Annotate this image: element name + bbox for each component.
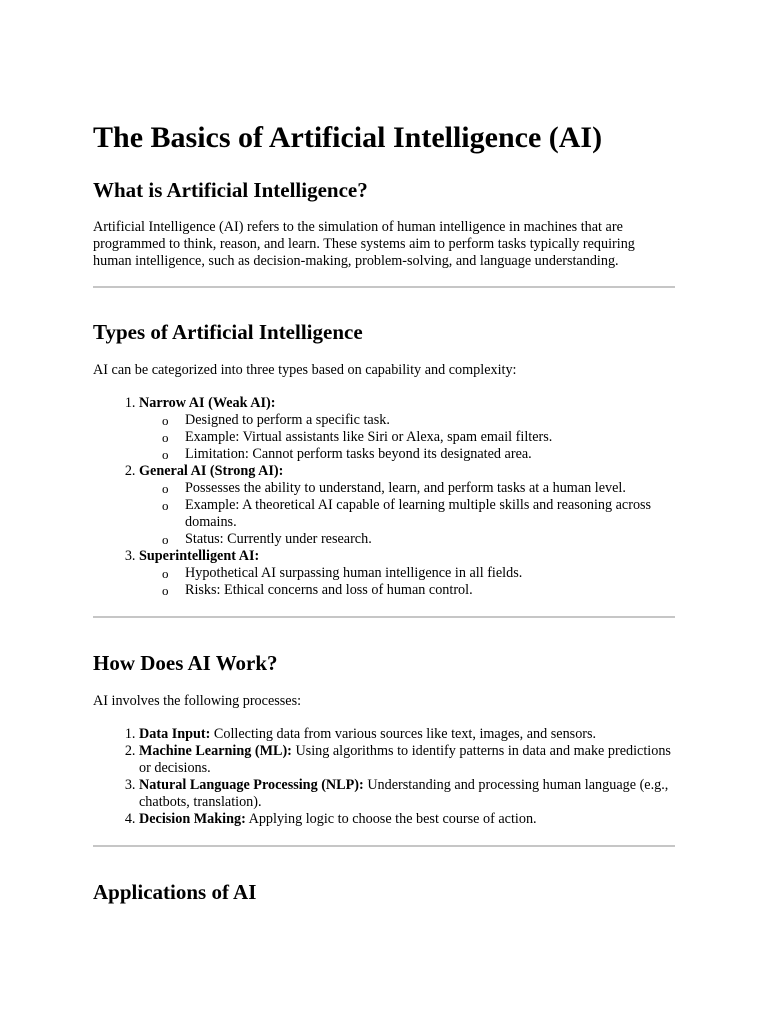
list-item <box>139 743 675 777</box>
how-heading: How Does AI Work? <box>93 651 278 675</box>
list-item <box>139 726 675 743</box>
list-item: o Hypothetical AI surpassing human intelligence in all fields. <box>185 565 675 582</box>
how-intro: AI involves the following processes: <box>93 693 302 709</box>
divider <box>93 616 675 618</box>
sub-list <box>139 412 675 463</box>
divider <box>93 286 675 288</box>
types-heading: Types of Artificial Intelligence <box>93 320 363 344</box>
step-text: Collecting data from various sources like text, images, and sensors. <box>210 726 597 742</box>
step-label: Data Input: <box>139 726 211 742</box>
list-item: o Example: A theoretical AI capable of learning multiple skills and reasoning across domains. <box>185 497 675 531</box>
sub-list <box>139 565 675 599</box>
what-is-paragraph: Artificial Intelligence (AI) refers to the simulation of human intelligence in machines that are programmed to think, reason, and learn. These systems aim to perform tasks typically requiring human intelligence, such as decision-making, problem-solving, and language understanding. <box>93 219 635 269</box>
sub-list <box>139 480 675 548</box>
type-label: Superintelligent AI: <box>139 548 260 564</box>
list-item: o Status: Currently under research. <box>185 531 675 548</box>
list-item: o Designed to perform a specific task. <box>185 412 675 429</box>
type-label: General AI (Strong AI): <box>139 463 284 479</box>
step-text: Applying logic to choose the best course of action. <box>245 811 537 827</box>
step-label: Natural Language Processing (NLP): <box>139 777 364 793</box>
type-label: Narrow AI (Weak AI): <box>139 395 276 411</box>
list-item: o Risks: Ethical concerns and loss of human control. <box>185 582 675 599</box>
applications-heading: Applications of AI <box>93 880 257 904</box>
document-content <box>93 118 675 906</box>
list-item <box>139 777 675 811</box>
page-title: The Basics of Artificial Intelligence (AI) <box>93 121 603 154</box>
step-text: Using algorithms to identify patterns in data and make predictions or decisions. <box>139 743 671 776</box>
list-item <box>139 548 675 599</box>
types-list <box>93 395 675 599</box>
list-item <box>139 395 675 463</box>
list-item <box>139 463 675 548</box>
list-item: o Example: Virtual assistants like Siri or Alexa, spam email filters. <box>185 429 675 446</box>
list-item: o Possesses the ability to understand, learn, and perform tasks at a human level. <box>185 480 675 497</box>
what-is-heading: What is Artificial Intelligence? <box>93 178 368 202</box>
step-label: Machine Learning (ML): <box>139 743 292 759</box>
how-steps-list <box>93 726 675 828</box>
types-intro: AI can be categorized into three types based on capability and complexity: <box>93 362 517 378</box>
step-text: Understanding and processing human language (e.g., chatbots, translation). <box>139 777 669 810</box>
divider <box>93 845 675 847</box>
step-label: Decision Making: <box>139 811 246 827</box>
list-item <box>139 811 675 828</box>
list-item: o Limitation: Cannot perform tasks beyond its designated area. <box>185 446 675 463</box>
